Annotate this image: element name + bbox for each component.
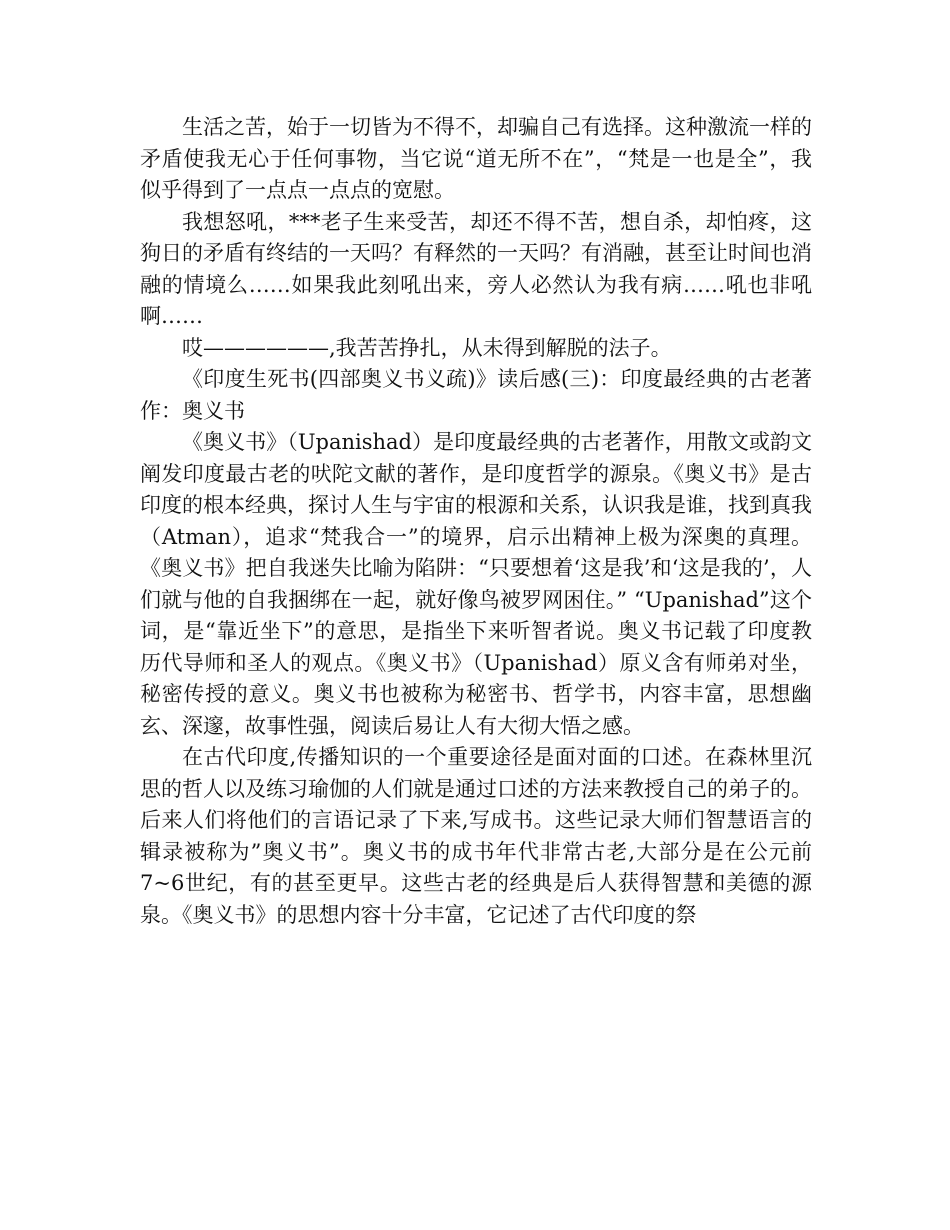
document-page [140,112,812,931]
paragraph-1: 生活之苦，始于一切皆为不得不，却骗自己有选择。这种激流一样的矛盾使我无心于任何事物，当它说“道无所不在”，“梵是一也是全”，我似乎得到了一点点一点点的宽慰。 [140,115,812,202]
paragraph-5: 在古代印度,传播知识的一个重要途径是面对面的口述。在森林里沉思的哲人以及练习瑜伽的人们就是通过口述的方法来教授自己的弟子的。后来人们将他们的言语记录了下来,写成书。这些记录大师们智慧语言的辑录被称为”奥义书”。奥义书的成书年代非常古老,大部分是在公元前7~6世纪，有的甚至更早。这些古老的经典是后人获得智慧和美德的源泉。《奥义书》的思想内容十分丰富，它记述了古代印度的祭 [140,745,812,927]
paragraph-3: 哎——————,我苦苦挣扎，从未得到解脱的法子。 [182,335,672,360]
paragraph-2: 我想怒吼，***老子生来受苦，却还不得不苦，想自杀，却怕疼，这狗日的矛盾有终结的一天吗？有释然的一天吗？有消融，甚至让时间也消融的情境么……如果我此刻吼出来，旁人必然认为我有病……吼也非吼啊…… [140,209,812,328]
section-heading: 《印度生死书(四部奥义书义疏)》读后感(三)：印度最经典的古老著作：奥义书 [140,367,812,423]
paragraph-4: 《奥义书》（Upanishad）是印度最经典的古老著作，用散文或韵文阐发印度最古老的吠陀文献的著作，是印度哲学的源泉。《奥义书》是古印度的根本经典，探讨人生与宇宙的根源和关系，认识我是谁，找到真我（Atman），追求“梵我合一”的境界，启示出精神上极为深奥的真理。《奥义书》把自我迷失比喻为陷阱：“只要想着‘这是我’和‘这是我的’，人们就与他的自我捆绑在一起，就好像鸟被罗网困住。” “Upanishad”这个词，是“靠近坐下”的意思，是指坐下来听智者说。奥义书记载了印度教历代导师和圣人的观点。《奥义书》（Upanishad）原义含有师弟对坐，秘密传授的意义。奥义书也被称为秘密书、哲学书，内容丰富，思想幽玄、深邃，故事性强，阅读后易让人有大彻大悟之感。 [140,430,812,738]
